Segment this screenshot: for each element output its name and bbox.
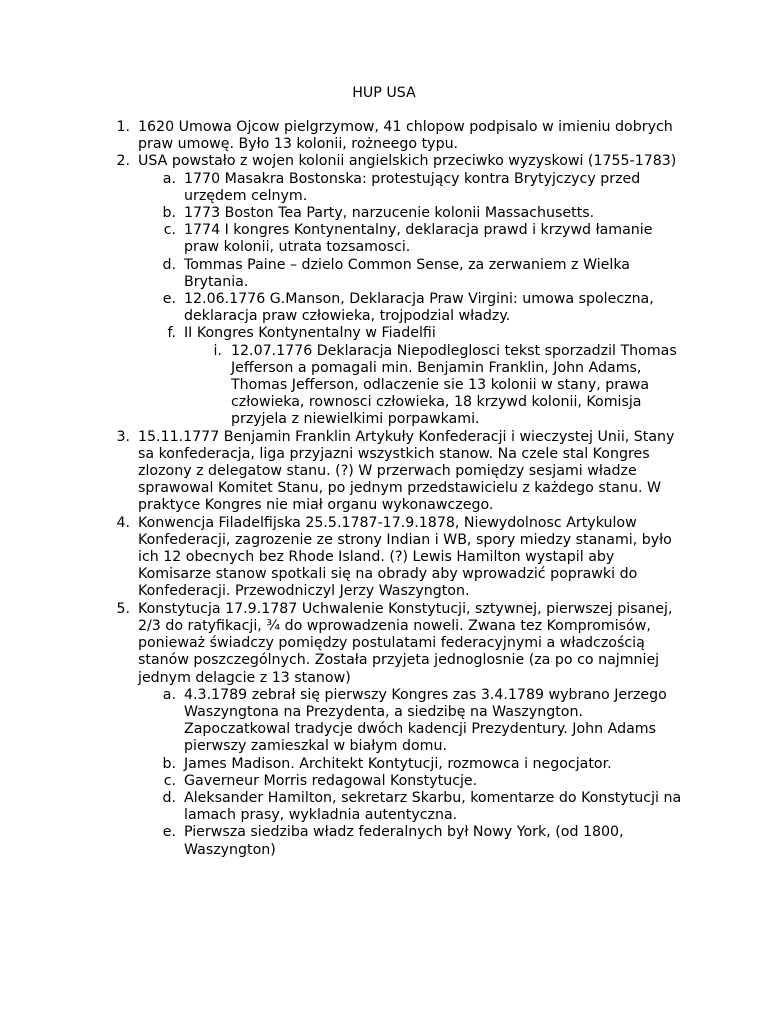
- list-marker: 1.: [116, 119, 130, 135]
- list-item-text: Tommas Paine – dzielo Common Sense, za zerwaniem z Wielka Brytania.: [184, 256, 630, 290]
- list-item-text: Konstytucja 17.9.1787 Uchwalenie Konstytucji, sztywnej, pierwszej pisanej, 2/3 do ratyfikacji, ¾ do wprowadzenia noweli. Zwana tez Kompromisów, ponieważ świadczy pomiędzy postulatami federacyjnymi a władczością stanów poszczególnych. Została przyjeta jednoglosnie (za po co najmniej jednym delagcie z 13 stanow): [138, 600, 673, 686]
- list-item-text: 12.07.1776 Deklaracja Niepodleglosci tekst sporzadzil Thomas Jefferson a pomagali min. Benjamin Franklin, John Adams, Thomas Jefferson, odlaczenie sie 13 kolonii w stany, prawa człowieka, rownosci człowieka, 18 krzywd kolonii, Komisja przyjela z niewielkimi porpawkami.: [231, 342, 677, 428]
- list-item-text: II Kongres Kontynentalny w Fiadelfii: [184, 325, 436, 342]
- list-marker: 5.: [116, 600, 130, 617]
- list-marker: 3.: [116, 428, 130, 445]
- sub-list-item: [0, 291, 768, 325]
- sub-list-item: [0, 325, 768, 342]
- list-item-text: 1620 Umowa Ojcow pielgrzymow, 41 chlopow podpisalo w imieniu dobrych praw umowę. Było 13 kolonii, rożneego typu.: [138, 119, 673, 153]
- list-item: [0, 429, 768, 515]
- list-marker: f.: [167, 325, 176, 342]
- list-item-text: James Madison. Architekt Kontytucji, rozmowca i negocjator.: [184, 755, 612, 772]
- list-marker: d.: [162, 789, 176, 806]
- list-marker: i.: [213, 342, 222, 359]
- list-item-text: 15.11.1777 Benjamin Franklin Artykuły Konfederacji i wieczystej Unii, Stany sa konfederacja, liga przyjazni wszystkich stanow. Na czele stal Kongres zlozony z delegatow stanu. (?) W przerwach pomiędzy sesjami władze sprawowal Komitet Stanu, po jednym przedstawicielu z każdego stanu. W praktyce Kongres nie miał organu wykonawczego.: [138, 428, 675, 514]
- list-marker: c.: [163, 772, 176, 789]
- list-marker: e.: [162, 824, 176, 841]
- document-title: HUP USA: [352, 85, 416, 101]
- list-item-text: 1774 I kongres Kontynentalny, deklaracja prawd i krzywd łamanie praw kolonii, utrata tozsamosci.: [184, 222, 653, 256]
- list-item-text: 4.3.1789 zebrał się pierwszy Kongres zas 3.4.1789 wybrano Jerzego Waszyngtona na Prezydenta, a siedzibę na Waszyngton. Zapoczatkowal tradycje dwóch kadencji Prezydentury. John Adams pierwszy zamieszkal w białym domu.: [184, 686, 667, 755]
- sub-list-item: [0, 257, 768, 291]
- sub-list-item: [0, 687, 768, 756]
- list-marker: a.: [162, 170, 176, 187]
- sub-list-item: [0, 222, 768, 256]
- list-marker: a.: [162, 686, 176, 703]
- list-item: [0, 153, 768, 170]
- document-body: [0, 119, 768, 859]
- list-marker: b.: [162, 755, 176, 772]
- list-marker: d.: [162, 256, 176, 273]
- list-marker: c.: [163, 222, 176, 239]
- list-item-text: Pierwsza siedziba władz federalnych był Nowy York, (od 1800, Waszyngton): [184, 824, 624, 858]
- list-item-text: USA powstało z wojen kolonii angielskich przeciwko wyzyskowi (1755-1783): [138, 153, 677, 170]
- list-item-text: 1770 Masakra Bostonska: protestujący kontra Brytyjczycy przed urzędem celnym.: [184, 170, 641, 204]
- list-marker: e.: [162, 291, 176, 308]
- list-marker: 4.: [116, 514, 130, 531]
- list-marker: 2.: [116, 153, 130, 170]
- sub-list-item: [0, 790, 768, 824]
- list-marker: b.: [162, 205, 176, 222]
- list-item-text: Aleksander Hamilton, sekretarz Skarbu, komentarze do Konstytucji na lamach prasy, wykladnia autentyczna.: [184, 789, 682, 824]
- sub-list-item: [0, 756, 768, 773]
- list-item-text: 1773 Boston Tea Party, narzucenie kolonii Massachusetts.: [184, 205, 595, 222]
- sub-list-item: [0, 824, 768, 858]
- sub-list-item: [0, 773, 768, 790]
- list-item: [0, 601, 768, 687]
- list-item-text: Gaverneur Morris redagowal Konstytucje.: [184, 772, 478, 789]
- sub-list-item: [0, 205, 768, 222]
- list-item-text: 12.06.1776 G.Manson, Deklaracja Praw Virgini: umowa spoleczna, deklaracja praw człowieka, trojpodzial władzy.: [184, 291, 654, 325]
- sub-sub-list-item: [0, 343, 768, 429]
- list-item-text: Konwencja Filadelfijska 25.5.1787-17.9.1878, Niewydolnosc Artykulow Konfederacji, zagrozenie ze strony Indian i WB, spory miedzy stanami, było ich 12 obecnych bez Rhode Island. (?) Lewis Hamilton wystapil aby Komisarze stanow spotkali się na obrady aby wprowadzić poprawki do Konfederacji. Przewodniczyl Jerzy Waszyngton.: [138, 514, 672, 600]
- list-item: [0, 515, 768, 601]
- list-item: [0, 119, 768, 153]
- sub-list-item: [0, 171, 768, 205]
